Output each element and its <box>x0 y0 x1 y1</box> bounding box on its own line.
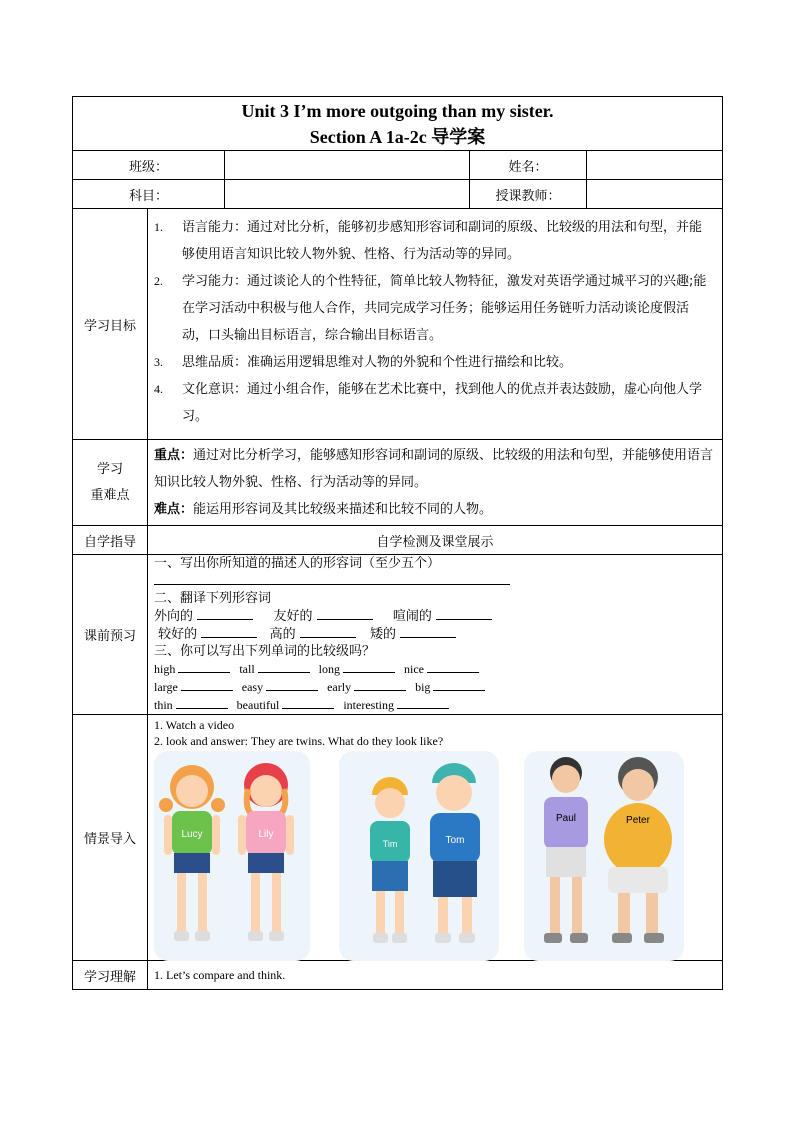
teacher-label: 授课教师： <box>470 180 587 209</box>
answer-blank[interactable] <box>354 678 406 691</box>
name-label: 姓名： <box>470 151 587 180</box>
answer-blank[interactable] <box>343 660 395 673</box>
preview-q3: 三、你可以写出下列单词的比较级吗？ <box>154 644 376 659</box>
keypoints-label: 学习 重难点 <box>73 440 148 526</box>
answer-blank[interactable] <box>176 696 228 709</box>
tom-shirt-label: Tom <box>445 835 465 846</box>
answer-blank[interactable] <box>300 625 356 638</box>
tim-shirt-label: Tim <box>382 839 398 849</box>
translate-row-1: 外向的 友好的 喧闹的 <box>154 607 716 625</box>
preview-q2: 二、翻译下列形容词 <box>154 591 272 606</box>
scene-label: 情景导入 <box>73 715 148 961</box>
goals-list <box>148 209 723 440</box>
key-point-text: 通过对比分析学习，能够感知形容词和副词的原级、比较级的用法和句型，并能够使用语言知识比较人物外貌、性格、行为活动等的异同。 <box>154 448 714 490</box>
worksheet-table <box>72 96 723 990</box>
name-field[interactable] <box>587 151 723 180</box>
answer-blank[interactable] <box>436 607 492 620</box>
title-line1: Unit 3 I’m more outgoing than my sister. <box>241 100 554 121</box>
guide-heading: 自学检测及课堂展示 <box>148 526 723 555</box>
comparative-row-3: thin beautiful interesting <box>154 696 716 714</box>
key-point-label: 重点： <box>154 448 194 463</box>
understanding-line1: 1. Let’s compare and think. <box>148 961 723 990</box>
answer-blank[interactable] <box>427 660 479 673</box>
difficult-point-text: 能运用形容词及其比较级来描述和比较不同的人物。 <box>193 502 493 517</box>
title-line2: Section A 1a-2c 导学案 <box>309 126 486 147</box>
twins-illustrations <box>154 749 716 959</box>
goals-label: 学习目标 <box>73 209 148 440</box>
answer-blank[interactable] <box>154 572 510 585</box>
answer-blank[interactable] <box>258 660 310 673</box>
worksheet <box>72 96 722 990</box>
class-field[interactable] <box>225 151 470 180</box>
twins-picture <box>154 749 714 961</box>
comparative-row-2: large easy early big <box>154 678 716 696</box>
answer-blank[interactable] <box>266 678 318 691</box>
answer-blank[interactable] <box>397 696 449 709</box>
preview-q1: 一、写出你所知道的描述人的形容词（至少五个） <box>154 556 441 571</box>
answer-blank[interactable] <box>282 696 334 709</box>
answer-blank[interactable] <box>400 625 456 638</box>
teacher-field[interactable] <box>587 180 723 209</box>
translate-row-2: 较好的 高的 矮的 <box>154 625 716 643</box>
preview-label: 课前预习 <box>73 555 148 715</box>
answer-blank[interactable] <box>317 607 373 620</box>
answer-blank[interactable] <box>201 625 257 638</box>
scene-line2: 2. look and answer: They are twins. What do they look like? <box>154 734 444 748</box>
peter-shirt-label: Peter <box>626 815 650 826</box>
class-label: 班级： <box>73 151 225 180</box>
answer-blank[interactable] <box>197 607 253 620</box>
keypoints-content <box>148 440 723 526</box>
comparative-row-1: high tall long nice <box>154 660 716 678</box>
paul-shirt-label: Paul <box>555 813 577 824</box>
title-cell <box>73 97 723 151</box>
goal-item: 1. 语言能力：通过对比分析，能够初步感知形容词和副词的原级、比较级的用法和句型，并能够使用语言知识比较人物外貌、性格、行为活动等的异同。 <box>154 220 703 262</box>
answer-blank[interactable] <box>178 660 230 673</box>
preview-content <box>148 555 723 715</box>
scene-content <box>148 715 723 961</box>
goal-item: 3. 思维品质：准确运用逻辑思维对人物的外貌和个性进行描绘和比较。 <box>154 355 573 370</box>
lucy-shirt-label: Lucy <box>181 829 203 840</box>
subject-label: 科目： <box>73 180 225 209</box>
goal-item: 4. 文化意识：通过小组合作，能够在艺术比赛中，找到他人的优点并表达鼓励，虚心向他人学习。 <box>154 382 703 424</box>
difficult-point-label: 难点： <box>154 502 194 517</box>
subject-field[interactable] <box>225 180 470 209</box>
answer-blank[interactable] <box>433 678 485 691</box>
lily-shirt-label: Lily <box>258 829 274 840</box>
guide-label: 自学指导 <box>73 526 148 555</box>
understanding-label: 学习理解 <box>73 961 148 990</box>
scene-line1: 1. Watch a video <box>154 718 235 732</box>
answer-blank[interactable] <box>181 678 233 691</box>
goal-item: 2. 学习能力：通过谈论人的个性特征，简单比较人物特征，激发对英语学通过城平习的兴趣;能在学习活动中积极与他人合作，共同完成学习任务；能够运用任务链听力活动谈论度假活动，口头输出目标语言，综合输出目标语言。 <box>154 274 707 343</box>
